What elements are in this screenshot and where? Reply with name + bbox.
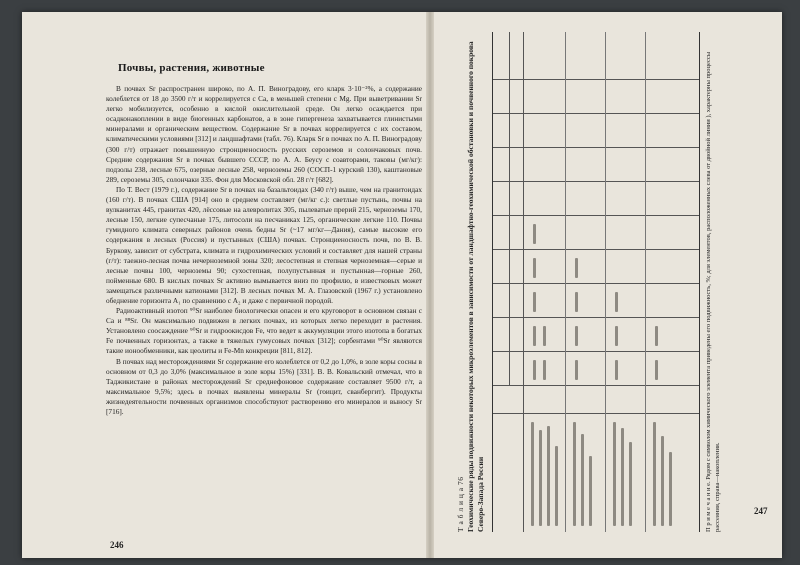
illegible-text-line	[669, 452, 672, 526]
table-row-divider	[565, 32, 566, 532]
paragraph: В почвах над месторождениями Sr содержание его колеблется от 0,2 до 1,0%, в золе коры сосны в основном от 0,3 до 3,0% (максимальное в золе коры 15%) [331]. В. В. Ковальский отмечал, что в Таджикистане в районах месторождений Sr среднефоновое содержание составляет 9500 г/т, а максимальное 9,5%; здесь в почвах выявлены минералы Sr (гоицит, сванбергит). Продукты жизнедеятельности почвенных организмов способствуют растворению его минералов и выносу Sr [716].	[106, 356, 422, 416]
illegible-text-line	[653, 422, 656, 526]
left-page	[22, 12, 426, 558]
table-header-divider	[523, 32, 524, 532]
book-gutter	[426, 12, 434, 558]
illegible-text-line	[589, 456, 592, 526]
paragraph: В почвах Sr распространен широко, по А. П. Виноградову, его кларк 3·10⁻²%, а содержание колеблется от 18 до 3500 г/т и коррелируется с Са, в меньшей степени с Mg. При выветривании Sr легко мобилизуется, особенно в кислой окислительной среде. Он легко осаждается при осадконакоплении в виде биогенных карбонатов, а в зоне гипергенеза захватывается глинистыми минералами и органическим веществом. Содержание Sr в почвах коррелируется с их составом, климатическими условиями [312] и ландшафтами (табл. 76). Кларк Sr в почвах по А. П. Виноградову (300 г/т) отражает повышенную стронциеносность русских сероземов и солончаковых почв. Средние содержания Sr в почвах бывшего СССР, по А. А. Беусу с соавторами, таковы (мг/кг): подзолы 238, лесные 675, озерные лесные 258, черноземы 260 (СОСП-1 курский 130), каштановые 289, сероземы 305, солончаки 335. Фон для Московской обл. 28 г/т [682].	[106, 84, 422, 184]
table-row-divider	[605, 32, 606, 532]
geochemical-table	[492, 32, 700, 532]
paragraph: Радиоактивный изотоп ⁹⁰Sr наиболее биологически опасен и его круговорот в основном связан с Са и ⁸⁸Sr. Он максимально подвижен в легких почвах, из которых легко переходит в растения. Установлено соосаждение ⁹⁰Sr и гидроокисдов Fe, что ведет к аккумуляции этого изотопа в богатых Fe почвенных горизонтах, а также в тяжелых гумусовых почвах [312]; сорбентами ⁹⁰Sr являются такие ионообменники, как цеолиты и Fe-Mn конкреции [811, 812].	[106, 306, 422, 356]
illegible-text-line	[615, 292, 618, 312]
illegible-text-line	[539, 430, 542, 526]
illegible-text-line	[531, 422, 534, 526]
table-label: Т а б л и ц а 76	[456, 476, 465, 532]
illegible-text-line	[661, 436, 664, 526]
table-caption	[456, 32, 486, 532]
right-page	[434, 12, 782, 558]
illegible-text-line	[547, 426, 550, 526]
illegible-text-line	[575, 292, 578, 312]
illegible-text-line	[615, 360, 618, 380]
paragraph: По Т. Вест (1979 г.), содержание Sr в почвах на базальтоидах (340 г/т) выше, чем на гранитоидах (160 г/т). В почвах США [914] оно в среднем составляет (мг/кг с.): светлые пустынь, почвы на вулканитах 445, гранитах 420, лёссовые на алевролитах 305, пылеватые прерий 215, черноземы 170, лесные 150, легкие супесчаные 175, литосоли на песчаниках 125, органические легкие 110. Почвы гумидного климата северных районов очень бедны Sr (~17 мг/кг—Дания), самые высокие его содержания в лесных (Россия) и пустынных (США) почвах. Стронциеносность почв, по В. В. Буркову, зависит от субстрата, климата и гидрохимических условий и составляет для нашей страны (г/т): таежно-лесная почва нечерноземной зоны 320; лесостепная и степная черноземная—серые и лесные почвы 100, черноземы 90; сухостепная, полупустынная и пустынная—горные 260, пойменные 680. В кислых почвах Sr активно вымывается вниз по профилю, в известковых может замещаться различными катионами [312]. В лесных почвах М. А. Глазовской (1967 г.) установлено обеднение горизонта A₁ по сравнению с A₂ и даже с первичной породой.	[106, 184, 422, 305]
illegible-text-line	[533, 326, 536, 346]
illegible-text-line	[555, 446, 558, 526]
rotated-table-block	[456, 32, 756, 532]
illegible-text-line	[629, 442, 632, 526]
illegible-text-line	[613, 422, 616, 526]
illegible-text-line	[655, 360, 658, 380]
illegible-text-line	[655, 326, 658, 346]
table-row-divider	[645, 32, 646, 532]
page-number: 247	[754, 506, 768, 516]
page-number: 246	[110, 540, 124, 550]
book-spread	[22, 12, 782, 558]
illegible-text-line	[621, 428, 624, 526]
illegible-text-line	[575, 326, 578, 346]
illegible-text-line	[543, 360, 546, 380]
body-text	[106, 84, 422, 417]
illegible-text-line	[533, 360, 536, 380]
table-note: П р и м е ч а н и е. Рядом с символом химического элемента приведены его подвижность, %; для элементов, расположенных слева от двойной линии ), характерны процессы рассеяния, справа—накопления.	[705, 51, 721, 532]
table-header-divider	[509, 32, 510, 386]
section-heading: Почвы, растения, животные	[118, 62, 265, 74]
illegible-text-line	[533, 292, 536, 312]
illegible-text-line	[615, 326, 618, 346]
illegible-text-line	[533, 224, 536, 244]
illegible-text-line	[573, 422, 576, 526]
illegible-text-line	[581, 434, 584, 526]
illegible-text-line	[533, 258, 536, 278]
illegible-text-line	[575, 258, 578, 278]
illegible-text-line	[575, 360, 578, 380]
illegible-text-line	[543, 326, 546, 346]
table-title: Геохимические ряды подвижности некоторых микроэлементов в зависимости от ландшафтно-геохимической обстановки и почвенного покрова Северо-Запада России	[466, 41, 485, 532]
